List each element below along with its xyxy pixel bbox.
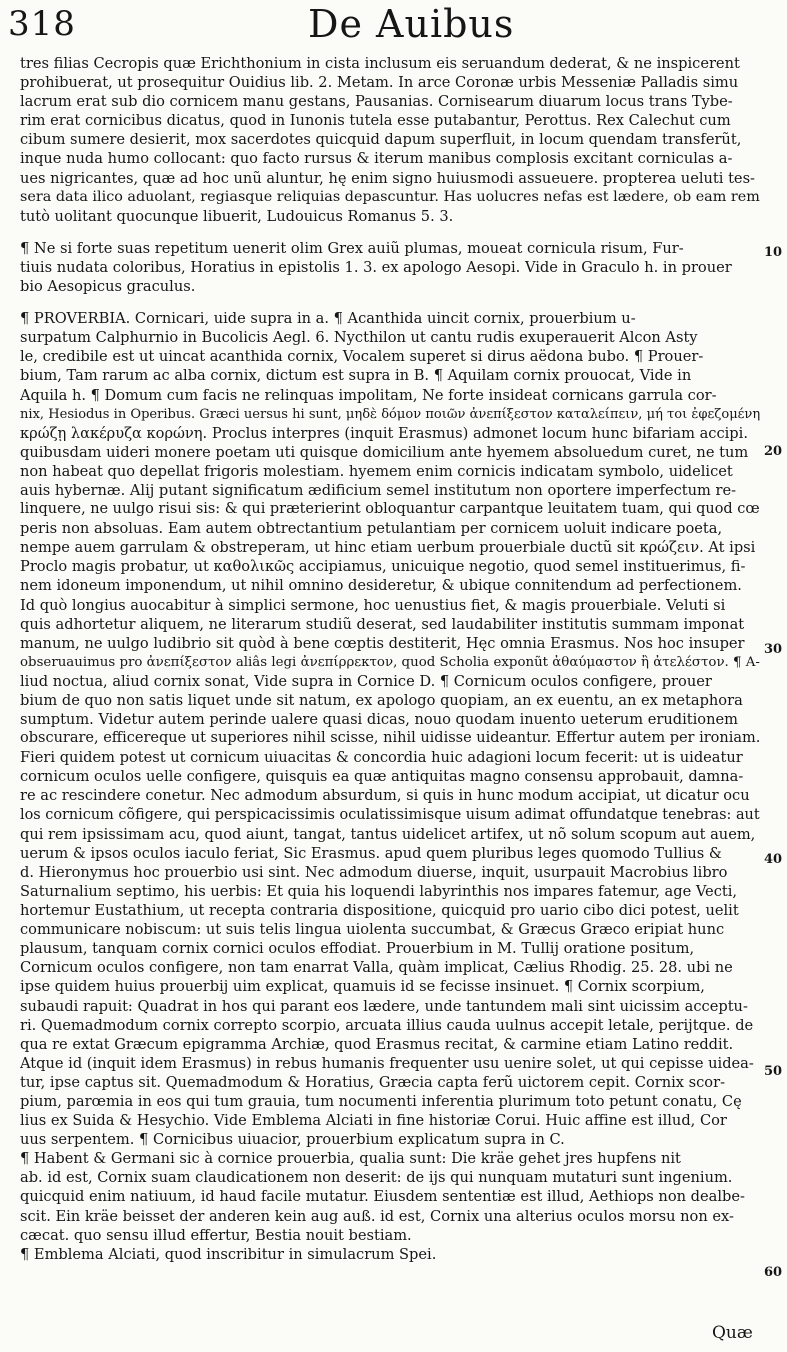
text-line: Id quò longius auocabitur à simplici sermone, hoc uenustius fiet, & magis prouerbiale. Veluti si — [20, 596, 726, 614]
text-line: sumptum. Videtur autem perinde ualere quasi dicas, nouo quodam inuento ueterum eruditionem — [20, 711, 738, 729]
margin-line-number: 30 — [764, 642, 783, 657]
text-line: lius ex Suida & Hesychio. Vide Emblema Alciati in fine historiæ Corui. Huic affine est illud, Cor — [20, 1112, 727, 1130]
text-line: Atque id (inquit idem Erasmus) in rebus humanis frequenter usu uenire solet, ut qui cepisse uidea- — [20, 1054, 754, 1072]
text-line: quis adhortetur aliquem, ne literarum studiũ deserat, sed laudabiliter institutis summam imponat — [20, 615, 745, 633]
text-line: ¶ Habent & Germani sic à cornice prouerbia, qualia sunt: Die kräe gehet jres hupfens nit — [20, 1150, 681, 1168]
text-line: rim erat cornicibus dicatus, quod in Iunonis tutela esse putabantur, Perottus. Rex Calechut cum — [20, 112, 731, 130]
text-line: tres filias Cecropis quæ Erichthonium in cista inclusum eis seruandum dederat, & ne inspicerent — [20, 55, 740, 72]
paragraph-gap — [20, 296, 760, 309]
text-line: obscurare, efficereque ut superiores nihil scisse, nihil uidisse uideantur. Effertur autem per ironiam. — [20, 730, 760, 747]
paragraph-gap — [20, 226, 760, 239]
text-line: bium, Tam rarum ac alba cornix, dictum est supra in B. ¶ Aquilam cornix prouocat, Vide in — [20, 367, 692, 385]
text-line: qua re extat Græcum epigramma Archiæ, quod Erasmus recitat, & carmine etiam Latino reddit. — [20, 1035, 734, 1053]
text-line: obseruauimus pro ἀνεπίξεστον aliâs legi ἀνεπίρρεκτον, quod Scholia exponũt ἀθαύμαστον ἢ ἀτελέστον. ¶ A- — [20, 654, 760, 670]
text-line: Cornicum oculos configere, non tam enarrat Valla, quàm implicat, Cælius Rhodig. 25. 28. ubi ne — [20, 959, 733, 977]
text-line: cibum sumere desierit, mox sacerdotes quicquid dapum superfluit, in locum quendam transferũt, — [20, 131, 742, 149]
catchword: Quæ — [712, 1323, 753, 1343]
text-line: Aquila h. ¶ Domum cum facis ne relinquas impolitam, Ne forte insideat cornicans garrula cor- — [20, 386, 717, 404]
text-line: plausum, tanquam cornix cornici oculos effodiat. Prouerbium in M. Tullij oratione positum, — [20, 940, 695, 958]
text-line: κρώζῃ λακέρυζα κορώνη. Proclus interpres (inquit Erasmus) admonet locum hunc bifariam accipi. — [20, 424, 748, 442]
text-line: ab. id est, Cornix suam claudicationem non deserit: de ijs qui nunquam mutaturi sunt ingenium. — [20, 1169, 733, 1187]
text-line: ri. Quemadmodum cornix correpto scorpio, arcuata illius cauda uulnus accepit letale, perijtque. de — [20, 1016, 754, 1034]
text-line: re ac rescindere conetur. Nec admodum absurdum, si quis in hunc modum accipiat, ut dicatur ocu — [20, 787, 750, 805]
text-line: lacrum erat sub dio cornicem manu gestans, Pausanias. Cornisearum diuarum locus trans Tybe- — [20, 93, 733, 111]
text-line: uus serpentem. ¶ Cornicibus uiuacior, prouerbium explicatum supra in C. — [20, 1131, 565, 1149]
text-line: cæcat. quo sensu illud effertur, Bestia nouit bestiam. — [20, 1226, 412, 1244]
text-line: ues nigricantes, quæ ad hoc unũ aluntur, hę enim signo huiusmodi assueuere. propterea ueluti tes- — [20, 169, 755, 187]
margin-line-number: 60 — [764, 1265, 783, 1280]
text-line: pium, parœmia in eos qui tum grauia, tum nocumenti inferentia plurimum toto petunt conatu, Cę — [20, 1092, 742, 1110]
text-line: le, credibile est ut uincat acanthida cornix, Vocalem superet si dirus aëdona bubo. ¶ Prouer- — [20, 348, 704, 366]
text-line: surpatum Calphurnio in Bucolicis Aegl. 6. Nycthilon ut cantu rudis exuperauerit Alcon Asty — [20, 329, 698, 347]
text-line: linquere, ne uulgo risui sis: & qui præterierint obloquantur carpantque leuitatem tuam, qui quod cœ — [20, 501, 760, 518]
text-line: los cornicum cõfigere, qui perspicacissimis oculatissimisque uisum adimat offundatque tenebras: aut — [20, 806, 760, 823]
text-line: sera data ilico aduolant, regiasque reliquias depascuntur. Has uolucres nefas est lædere, ob eam rem — [20, 188, 760, 205]
text-line: tur, ipse captus sit. Quemadmodum & Horatius, Græcia capta ferũ uictorem cepit. Cornix scor- — [20, 1073, 726, 1091]
page-number: 318 — [8, 4, 76, 44]
text-line: scit. Ein kräe beisset der anderen kein aug auß. id est, Cornix una alterius oculos morsu non ex- — [20, 1207, 734, 1225]
text-line: subaudi rapuit: Quadrat in hos qui parant eos lædere, unde tantundem mali sint uicissim acceptu- — [20, 997, 748, 1015]
text-line: peris non absoluas. Eam autem obtrectantium petulantiam per cornicem uoluit indicare poeta, — [20, 520, 723, 538]
text-line: hortemur Eustathium, ut recepta contraria dispositione, quicquid pro uario cibo dici potest, uelit — [20, 902, 739, 920]
text-line: quibusdam uideri monere poetam uti quisque domicilium ante hyemem absoluedum curet, ne tum — [20, 443, 749, 461]
margin-line-number: 50 — [764, 1064, 783, 1079]
text-line: manum, ne uulgo ludibrio sit quòd à bene cœptis destiterit, Hęc omnia Erasmus. Nos hoc insuper — [20, 634, 745, 652]
text-line: ¶ Emblema Alciati, quod inscribitur in simulacrum Spei. — [20, 1245, 437, 1263]
text-line: inque nuda humo collocant: quo facto rursus & iterum manibus complosis excitant corniculas a- — [20, 150, 733, 168]
text-line: ¶ PROVERBIA. Cornicari, uide supra in a. ¶ Acanthida uincit cornix, prouerbium u- — [20, 310, 636, 328]
text-line: liud noctua, aliud cornix sonat, Vide supra in Cornice D. ¶ Cornicum oculos configere, prouer — [20, 672, 712, 690]
text-line: ipse quidem huius prouerbij uim explicat, quamuis id se fecisse insinuet. ¶ Cornix scorpium, — [20, 978, 705, 996]
text-line: non habeat quo depellat frigoris molestiam. hyemem enim cornicis indicatam symbolo, uidelicet — [20, 462, 733, 480]
text-line: nem idoneum imponendum, ut nihil omnino desideretur, & ubique connitendum ad perfectionem. — [20, 577, 742, 595]
text-line: quicquid enim natiuum, id haud facile mutatur. Eiusdem sententiæ est illud, Aethiops non dealbe- — [20, 1188, 745, 1206]
page-body-text — [20, 54, 760, 1264]
running-head: De Auibus — [308, 2, 515, 46]
text-line: communicare nobiscum: ut suis telis lingua uiolenta succumbat, & Græcus Græco eripiat hunc — [20, 921, 725, 939]
margin-line-number: 10 — [764, 245, 783, 260]
text-line: uerum & ipsos oculos iaculo feriat, Sic Erasmus. apud quem pluribus leges quomodo Tullius & — [20, 844, 722, 862]
text-line: auis hybernæ. Alij putant significatum ædificium semel institutum non oportere imperfectum re- — [20, 481, 737, 499]
text-line: ¶ Ne si forte suas repetitum uenerit olim Grex auiũ plumas, moueat cornicula risum, Fur- — [20, 239, 684, 257]
margin-line-number: 40 — [764, 852, 783, 867]
text-line: bio Aesopicus graculus. — [20, 278, 196, 296]
text-line: Fieri quidem potest ut cornicum uiuacitas & concordia huic adagioni locum fecerit: ut is uideatur — [20, 749, 743, 767]
text-line: Proclo magis probatur, ut καθολικῶς accipiamus, unicuique negotio, quod semel instituerimus, fi- — [20, 558, 746, 576]
text-line: qui rem ipsissimam acu, quod aiunt, tangat, tantus uidelicet artifex, ut nõ solum scopum aut auem, — [20, 825, 756, 843]
text-line: nempe auem garrulam & obstreperam, ut hinc etiam uerbum prouerbiale ductũ sit κρώζειν. At ipsi — [20, 539, 756, 557]
text-line: prohibuerat, ut prosequitur Ouidius lib. 2. Metam. In arce Coronæ urbis Messeniæ Palladis simu — [20, 74, 739, 92]
text-line: bium de quo non satis liquet unde sit natum, ex apologo quopiam, an ex euentu, an ex metaphora — [20, 692, 743, 709]
text-line: nix, Hesiodus in Operibus. Græci uersus hi sunt, μηδὲ δόμον ποιῶν ἀνεπίξεστον καταλείπειν, μή τοι ἐφεζομένη — [20, 406, 760, 422]
text-line: tiuis nudata coloribus, Horatius in epistolis 1. 3. ex apologo Aesopi. Vide in Graculo h. in prouer — [20, 258, 732, 276]
text-line: Saturnalium septimo, his uerbis: Et quia his loquendi labyrinthis nos impares fatemur, age Vecti, — [20, 882, 738, 900]
text-line: cornicum oculos uelle configere, quisquis ea quæ antiquitas magno consensu approbauit, damna- — [20, 768, 744, 786]
margin-line-number: 20 — [764, 444, 783, 459]
text-line: tutò uolitant quocunque libuerit, Ludouicus Romanus 5. 3. — [20, 207, 454, 225]
text-line: d. Hieronymus hoc prouerbio usi sint. Nec admodum diuerse, inquit, usurpauit Macrobius libro — [20, 863, 728, 881]
